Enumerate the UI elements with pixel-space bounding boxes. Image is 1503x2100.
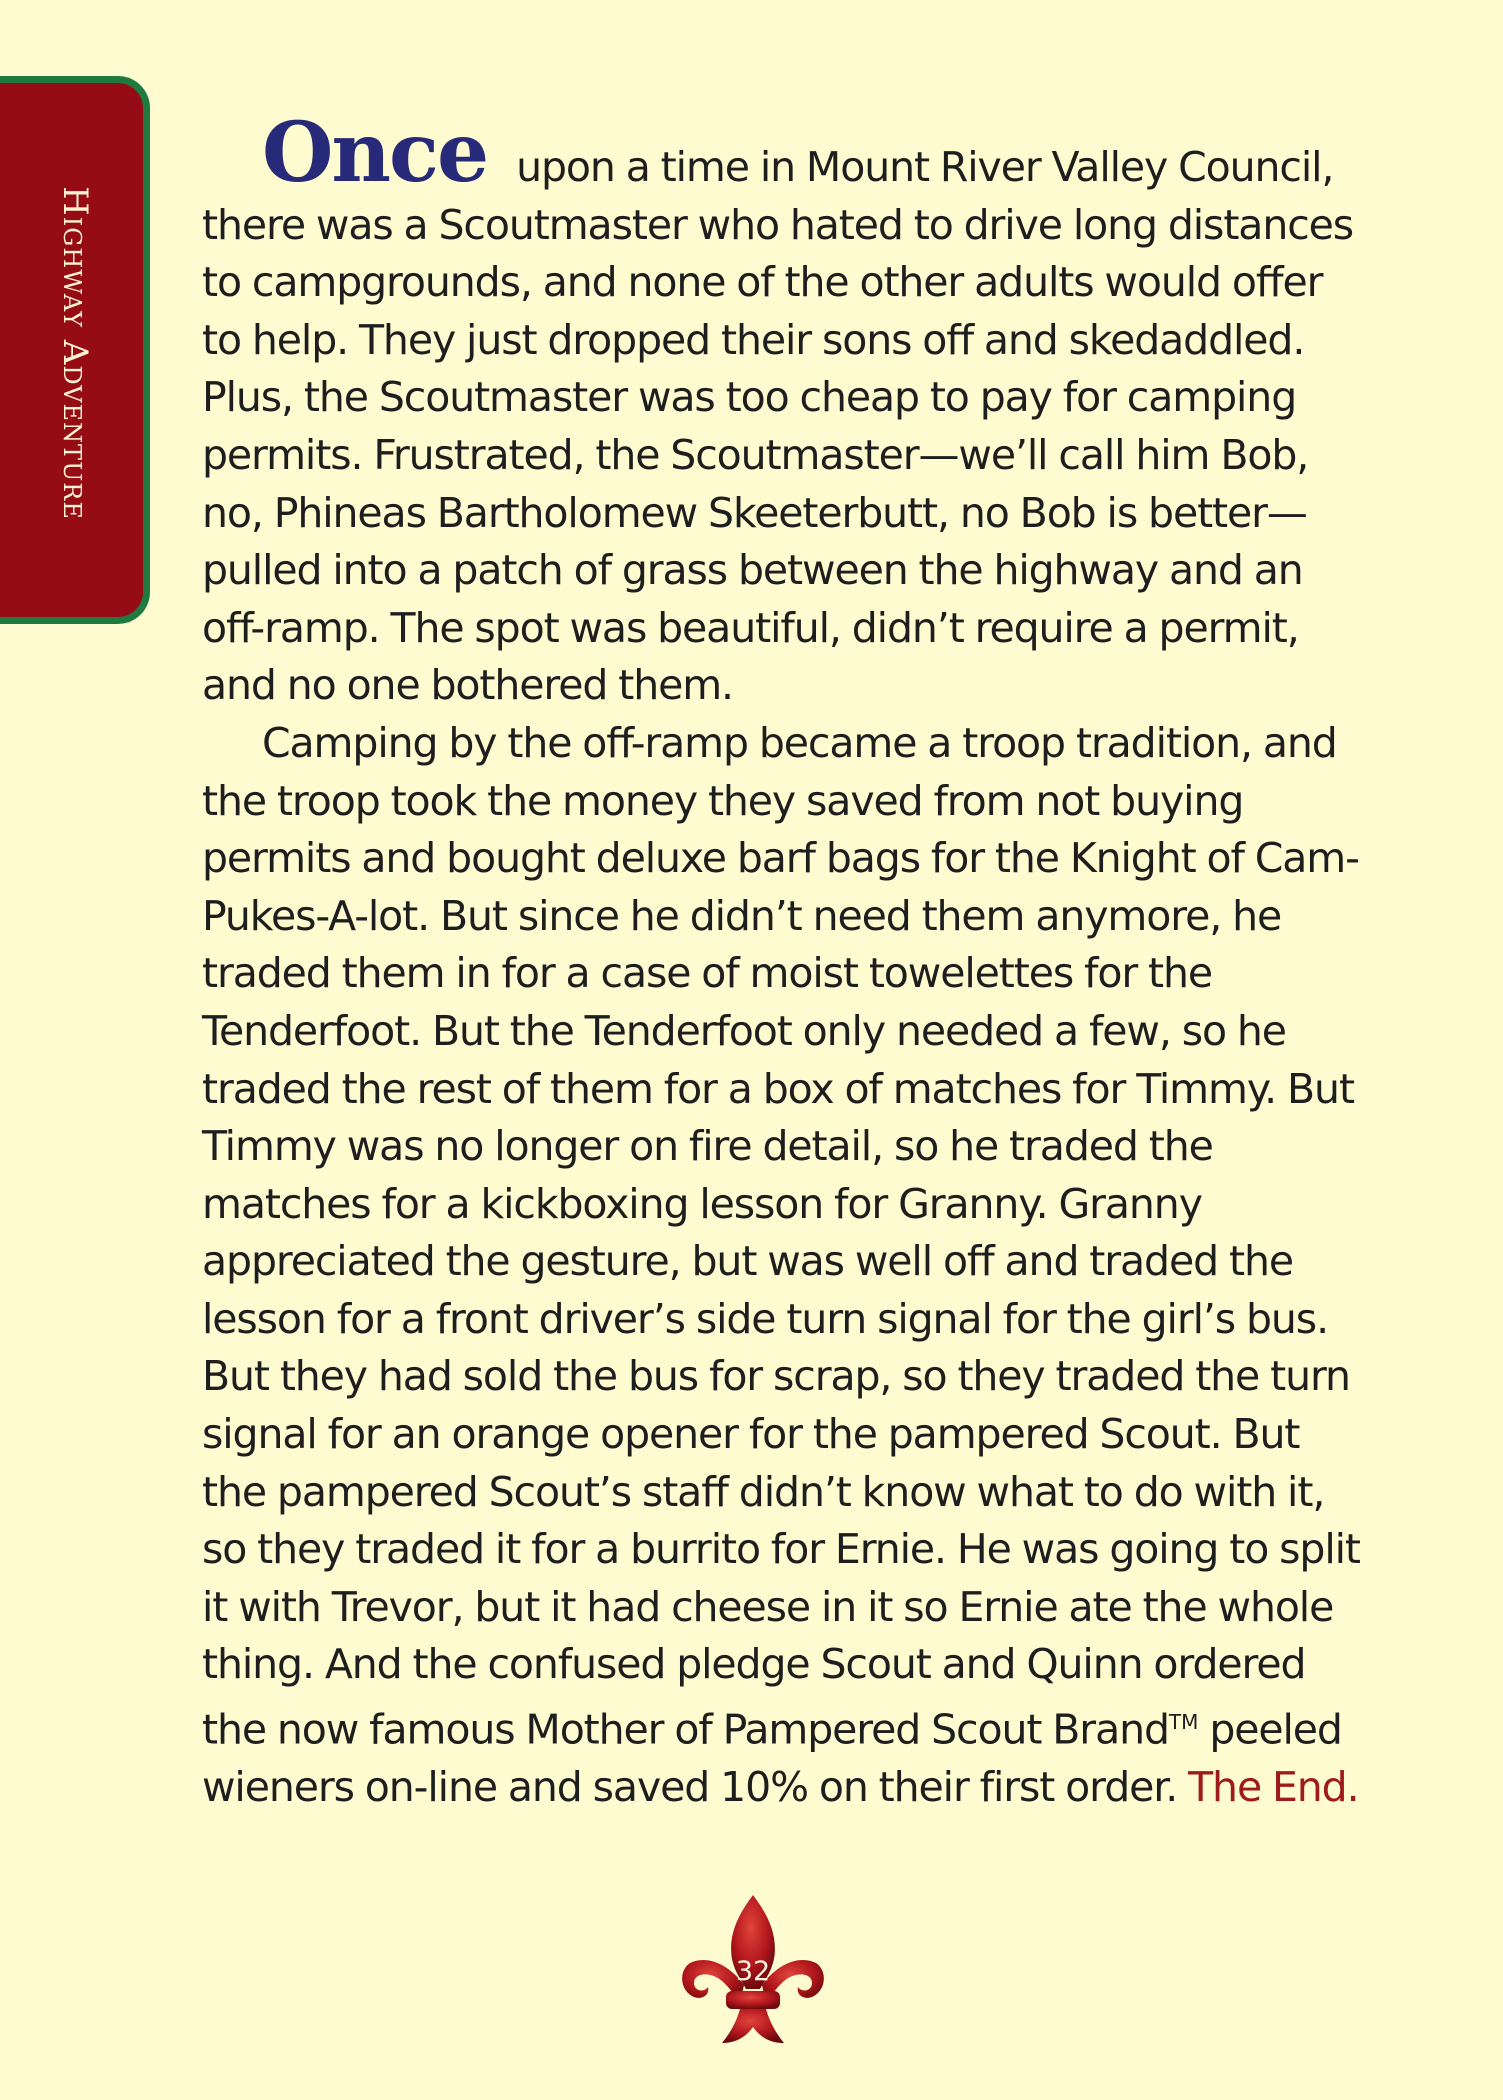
trademark-mark: TM (1168, 1710, 1199, 1735)
page-number: 32 (735, 1956, 771, 1987)
paragraph-2-text: Camping by the off-ramp became a troop tradition, and the troop took the money they saved from not buying permits and bought deluxe barf bags for the Knight of Cam-Pukes-A-lot. But since he didn’t need them anymore, he traded them in for a case of moist towelettes for the Tenderfoot. But the Tenderfoot only needed a few, so he traded the rest of them for a box of matches for Timmy. But Timmy was no longer on fire detail, so he traded the matches for a kickboxing lesson for Granny. Granny appreciated the gesture, but was well off and traded the lesson for a front driver’s side turn signal for the girl’s bus. But they had sold the bus for scrap, so they traded the turn signal for an orange opener for the pampered Scout. But the pampered Scout’s staff didn’t know what to do with it, so they traded it for a burrito for Ernie. He was going to split it with Trevor, but it had cheese in it so Ernie ate the whole thing. And the confused pledge Scout and Quinn ordered the now famous Mother of Pampered Scout Brand (202, 718, 1360, 1754)
section-tab-label: Highway Adventure (55, 186, 95, 520)
story-paragraph-1 (202, 105, 1362, 715)
the-end-text: The End. (1188, 1763, 1359, 1812)
story-text (202, 105, 1362, 1817)
section-tab (0, 76, 150, 624)
drop-word: Once (262, 105, 488, 201)
paragraph-1-text: upon a time in Mount River Valley Council, there was a Scoutmaster who hated to drive long distances to campgrounds, and none of the other adults would offer to help. They just dropped their sons off and skedaddled. Plus, the Scoutmaster was too cheap to pay for camping permits. Frustrated, the Scoutmaster—we’ll call him Bob, no, Phineas Bartholomew Skeeterbutt, no Bob is better—pulled into a patch of grass between the highway and an off-ramp. The spot was beautiful, didn’t require a permit, and no one bothered them. (202, 143, 1354, 710)
paragraph-2-tail: peeled wieners on-line and saved 10% on their first order. (202, 1705, 1342, 1812)
story-paragraph-2 (202, 715, 1362, 1817)
